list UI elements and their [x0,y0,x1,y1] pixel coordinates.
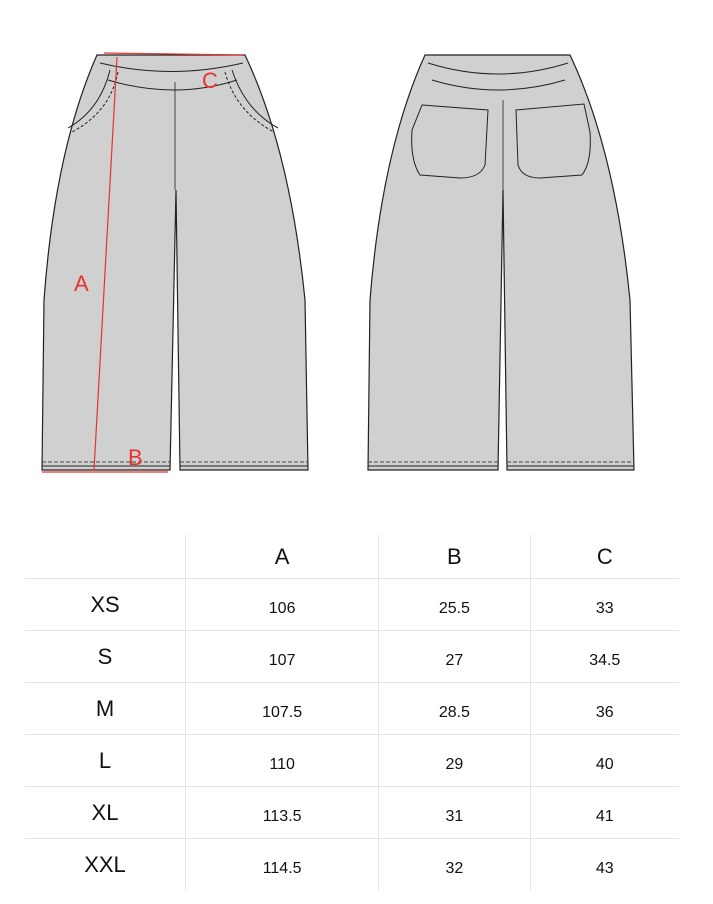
label-c: C [202,68,218,93]
value-c: 40 [530,735,679,787]
value-a: 107.5 [186,683,379,735]
size-cell: L [25,735,186,787]
header-c: C [530,535,679,579]
header-size [25,535,186,579]
label-b: B [128,445,143,470]
value-c: 41 [530,787,679,839]
value-a: 107 [186,631,379,683]
back-view [368,55,634,470]
value-b: 32 [379,839,530,891]
size-cell: S [25,631,186,683]
value-a: 114.5 [186,839,379,891]
header-b: B [379,535,530,579]
value-a: 113.5 [186,787,379,839]
value-c: 36 [530,683,679,735]
value-a: 106 [186,579,379,631]
size-cell: XL [25,787,186,839]
value-b: 25.5 [379,579,530,631]
size-table [25,535,679,890]
table-row [25,787,679,839]
value-b: 29 [379,735,530,787]
header-a: A [186,535,379,579]
front-view [42,55,308,470]
table-row [25,631,679,683]
table-row [25,839,679,891]
value-b: 27 [379,631,530,683]
label-a: A [74,271,89,296]
value-c: 43 [530,839,679,891]
value-a: 110 [186,735,379,787]
value-c: 34.5 [530,631,679,683]
size-cell: M [25,683,186,735]
value-b: 31 [379,787,530,839]
table-header [25,535,679,579]
table-row [25,579,679,631]
value-b: 28.5 [379,683,530,735]
table-row [25,683,679,735]
value-c: 33 [530,579,679,631]
size-cell: XXL [25,839,186,891]
size-cell: XS [25,579,186,631]
table-row [25,735,679,787]
